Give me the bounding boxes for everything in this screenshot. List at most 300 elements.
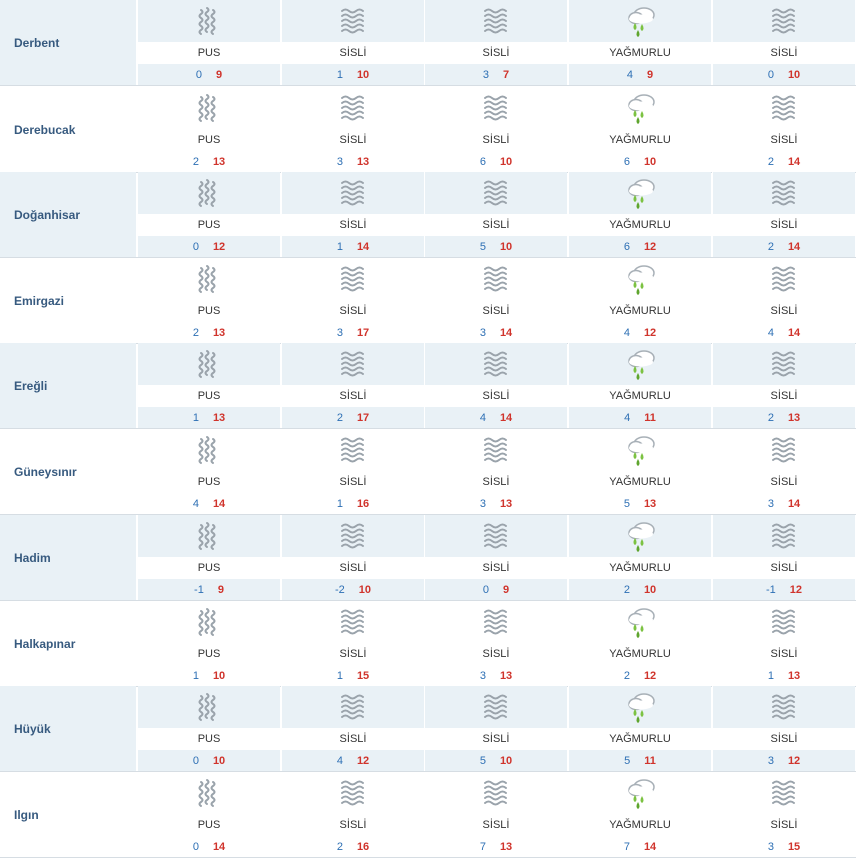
min-temperature: 6 [623,155,630,168]
max-temperature: 14 [787,240,801,253]
forecast-cell [138,772,280,857]
forecast-cell [712,172,855,257]
temperature-range [282,493,424,514]
forecast-row [0,772,856,858]
min-temperature: 7 [623,840,630,853]
fog-icon [337,4,371,38]
rain-cloud-icon [624,176,658,210]
max-temperature: 13 [787,669,801,682]
max-temperature: 7 [503,68,510,81]
temperature-range [138,322,280,343]
weather-icon-area [713,515,855,557]
max-temperature: 9 [216,68,223,81]
fog-icon [480,4,514,38]
condition-label: SİSLİ [282,129,424,151]
rain-cloud-icon [624,519,658,553]
haze-icon [193,776,227,810]
weather-icon-area [569,343,711,385]
condition-label: SİSLİ [425,814,567,836]
weather-icon-area [425,258,567,300]
max-temperature: 9 [217,583,224,596]
max-temperature: 12 [643,669,657,682]
weather-icon-area [713,258,855,300]
temperature-range [425,579,567,600]
max-temperature: 10 [499,240,513,253]
fog-icon [337,91,371,125]
forecast-cell [568,515,711,600]
min-temperature: 2 [336,840,343,853]
fog-icon [337,776,371,810]
temperature-range [425,750,567,771]
forecast-cell [424,87,567,172]
forecast-row [0,515,856,601]
temperature-range [282,322,424,343]
weather-icon-area [282,172,424,214]
fog-icon [480,262,514,296]
forecast-cell [568,258,711,343]
temperature-range [569,151,711,172]
weather-icon-area [425,515,567,557]
forecast-cell [138,515,280,600]
condition-label: SİSLİ [282,643,424,665]
forecast-cell [138,87,280,172]
fog-icon [480,433,514,467]
fog-icon [768,91,802,125]
max-temperature: 16 [356,840,370,853]
min-temperature: 0 [192,240,199,253]
min-temperature: 6 [479,155,486,168]
condition-label: SİSLİ [425,42,567,64]
temperature-range [425,665,567,686]
min-temperature: 1 [336,669,343,682]
condition-label: SİSLİ [713,814,855,836]
max-temperature: 14 [787,155,801,168]
fog-icon [337,347,371,381]
max-temperature: 13 [212,155,226,168]
fog-icon [480,776,514,810]
temperature-range [138,64,280,85]
min-temperature: 3 [336,155,343,168]
temperature-range [425,407,567,428]
temperature-range [282,236,424,257]
weather-icon-area [713,0,855,42]
weather-icon-area [282,343,424,385]
forecast-row [0,686,856,772]
fog-icon [337,176,371,210]
weather-icon-area [569,601,711,643]
weather-icon-area [138,0,280,42]
max-temperature: 14 [643,840,657,853]
temperature-range [569,836,711,857]
max-temperature: 13 [643,497,657,510]
min-temperature: 2 [623,669,630,682]
min-temperature: 0 [767,68,774,81]
forecast-cell [138,172,280,257]
temperature-range [569,579,711,600]
condition-label: SİSLİ [282,814,424,836]
max-temperature: 10 [499,754,513,767]
condition-label: SİSLİ [425,643,567,665]
city-name[interactable]: Ereğli [0,343,136,428]
forecast-row [0,343,856,429]
min-temperature: -1 [194,583,204,596]
city-name[interactable]: Derebucak [14,122,76,137]
min-temperature: 4 [623,326,630,339]
weather-icon-area [425,601,567,643]
condition-label: YAĞMURLU [569,471,711,493]
max-temperature: 13 [356,155,370,168]
fog-icon [480,519,514,553]
forecast-cell [281,172,424,257]
weather-icon-area [713,172,855,214]
city-name[interactable]: Halkapınar [14,636,76,651]
forecast-cell [424,429,567,514]
condition-label: PUS [138,42,280,64]
temperature-range [713,151,855,172]
condition-label: SİSLİ [282,557,424,579]
forecast-cell [568,686,711,771]
fog-icon [337,262,371,296]
min-temperature: 4 [624,411,631,424]
min-temperature: 3 [479,326,486,339]
max-temperature: 13 [499,840,513,853]
temperature-range [282,836,424,857]
weather-icon-area [282,772,424,814]
haze-icon [193,605,227,639]
weather-icon-area [282,87,424,129]
condition-label: YAĞMURLU [569,214,711,236]
forecast-cell [568,0,711,85]
max-temperature: 14 [499,411,513,424]
weather-icon-area [138,515,280,557]
forecast-row [0,87,856,173]
weather-icon-area [569,686,711,728]
temperature-range [569,236,711,257]
weather-icon-area [282,429,424,471]
min-temperature: 4 [336,754,343,767]
forecast-cell [424,772,567,857]
min-temperature: 2 [767,155,774,168]
condition-label: SİSLİ [713,42,855,64]
condition-label: SİSLİ [425,557,567,579]
condition-label: YAĞMURLU [569,643,711,665]
condition-label: SİSLİ [425,129,567,151]
temperature-range [713,493,855,514]
forecast-cell [281,0,424,85]
min-temperature: 5 [623,497,630,510]
city-name[interactable]: Emirgazi [14,293,65,308]
max-temperature: 14 [212,840,226,853]
fog-icon [768,433,802,467]
condition-label: PUS [138,129,280,151]
forecast-row [0,0,856,86]
max-temperature: 15 [356,669,370,682]
condition-label: SİSLİ [282,728,424,750]
min-temperature: 7 [479,840,486,853]
forecast-cell [138,429,280,514]
max-temperature: 10 [358,583,372,596]
temperature-range [138,836,280,857]
fog-icon [480,605,514,639]
min-temperature: 5 [624,754,631,767]
condition-label: SİSLİ [425,728,567,750]
forecast-cell [424,686,567,771]
forecast-cell [568,343,711,428]
min-temperature: 4 [767,326,774,339]
min-temperature: 1 [336,497,343,510]
min-temperature: 1 [336,68,343,81]
forecast-cell [568,429,711,514]
weather-icon-area [713,429,855,471]
temperature-range [713,236,855,257]
weather-icon-area [569,515,711,557]
haze-icon [193,176,227,210]
weather-icon-area [138,772,280,814]
temperature-range [138,407,280,428]
forecast-cell [712,87,855,172]
condition-label: SİSLİ [282,471,424,493]
min-temperature: 1 [192,669,199,682]
max-temperature: 10 [643,155,657,168]
condition-label: PUS [138,471,280,493]
rain-cloud-icon [624,690,658,724]
forecast-cell [568,772,711,857]
weather-icon-area [282,601,424,643]
forecast-cell [712,429,855,514]
max-temperature: 11 [644,411,656,424]
weather-icon-area [569,772,711,814]
min-temperature: 4 [626,68,633,81]
city-name[interactable]: Hadim [0,515,136,600]
forecast-cell [712,258,855,343]
forecast-cell [424,343,567,428]
city-name[interactable]: Derbent [0,0,136,85]
forecast-cell [568,601,711,686]
max-temperature: 9 [647,68,654,81]
weather-icon-area [713,601,855,643]
min-temperature: 2 [767,411,774,424]
weather-icon-area [569,258,711,300]
forecast-cell [281,772,424,857]
haze-icon [193,347,227,381]
temperature-range [282,750,424,771]
max-temperature: 15 [787,840,801,853]
condition-label: PUS [138,814,280,836]
forecast-cell [138,686,280,771]
max-temperature: 12 [643,326,657,339]
weather-icon-area [425,343,567,385]
fog-icon [768,519,802,553]
condition-label: PUS [138,385,280,407]
weather-icon-area [425,772,567,814]
condition-label: YAĞMURLU [569,814,711,836]
max-temperature: 13 [787,411,801,424]
temperature-range [138,579,280,600]
weather-icon-area [138,258,280,300]
forecast-cell [568,172,711,257]
weather-icon-area [282,0,424,42]
temperature-range [138,493,280,514]
min-temperature: 0 [195,68,202,81]
condition-label: SİSLİ [425,385,567,407]
min-temperature: -1 [765,583,776,596]
condition-label: SİSLİ [713,300,855,322]
max-temperature: 10 [356,68,370,81]
weather-icon-area [138,343,280,385]
forecast-cell [138,601,280,686]
max-temperature: 14 [499,326,513,339]
condition-label: PUS [138,643,280,665]
weather-icon-area [569,172,711,214]
condition-label: SİSLİ [282,214,424,236]
temperature-range [425,236,567,257]
city-name[interactable]: Doğanhisar [0,172,136,257]
min-temperature: 6 [623,240,630,253]
weather-icon-area [138,429,280,471]
weather-icon-area [282,515,424,557]
max-temperature: 12 [787,754,801,767]
temperature-range [713,579,855,600]
condition-label: SİSLİ [713,557,855,579]
rain-cloud-icon [624,776,658,810]
forecast-cell [281,258,424,343]
fog-icon [768,262,802,296]
haze-icon [193,91,227,125]
weather-icon-area [282,258,424,300]
forecast-cell [281,343,424,428]
temperature-range [425,836,567,857]
rain-cloud-icon [624,262,658,296]
min-temperature: 2 [336,411,343,424]
max-temperature: 10 [212,754,226,767]
temperature-range [425,151,567,172]
weather-icon-area [713,686,855,728]
forecast-cell [712,0,855,85]
max-temperature: 10 [499,155,513,168]
fog-icon [768,176,802,210]
temperature-range [425,493,567,514]
min-temperature: 5 [479,754,486,767]
haze-icon [193,690,227,724]
haze-icon [193,4,227,38]
temperature-range [282,64,424,85]
city-name[interactable]: Hüyük [0,686,136,771]
fog-icon [480,176,514,210]
weather-icon-area [713,772,855,814]
fog-icon [480,690,514,724]
weather-icon-area [425,429,567,471]
forecast-cell [281,87,424,172]
fog-icon [480,347,514,381]
condition-label: SİSLİ [713,728,855,750]
temperature-range [138,151,280,172]
max-temperature: 12 [789,583,803,596]
forecast-cell [712,772,855,857]
max-temperature: 17 [356,326,370,339]
fog-icon [768,776,802,810]
fog-icon [768,4,802,38]
fog-icon [337,433,371,467]
city-name[interactable]: Güneysınır [14,464,77,479]
forecast-row [0,258,856,344]
temperature-range [713,407,855,428]
temperature-range [138,665,280,686]
temperature-range [713,322,855,343]
temperature-range [569,750,711,771]
condition-label: YAĞMURLU [569,728,711,750]
min-temperature: 2 [192,155,199,168]
condition-label: YAĞMURLU [569,129,711,151]
temperature-range [569,322,711,343]
forecast-cell [712,601,855,686]
min-temperature: 0 [482,583,489,596]
temperature-range [138,236,280,257]
condition-label: YAĞMURLU [569,42,711,64]
condition-label: YAĞMURLU [569,300,711,322]
temperature-range [282,579,424,600]
condition-label: SİSLİ [425,300,567,322]
condition-label: SİSLİ [425,471,567,493]
min-temperature: 3 [482,68,489,81]
min-temperature: 2 [623,583,630,596]
city-name[interactable]: Ilgın [14,807,39,822]
weather-icon-area [138,172,280,214]
max-temperature: 9 [503,583,510,596]
max-temperature: 10 [787,68,801,81]
max-temperature: 10 [643,583,657,596]
rain-cloud-icon [624,605,658,639]
condition-label: SİSLİ [282,385,424,407]
max-temperature: 13 [212,411,226,424]
max-temperature: 11 [644,754,656,767]
forecast-cell [281,601,424,686]
condition-label: SİSLİ [713,643,855,665]
min-temperature: -2 [334,583,345,596]
forecast-row [0,601,856,687]
fog-icon [768,605,802,639]
rain-cloud-icon [624,4,658,38]
fog-icon [337,690,371,724]
weather-icon-area [425,686,567,728]
fog-icon [337,605,371,639]
min-temperature: 0 [192,840,199,853]
forecast-cell [281,686,424,771]
forecast-cell [424,172,567,257]
weather-icon-area [569,87,711,129]
min-temperature: 3 [767,840,774,853]
condition-label: SİSLİ [282,42,424,64]
temperature-range [282,151,424,172]
weather-icon-area [713,343,855,385]
weather-icon-area [713,87,855,129]
temperature-range [569,407,711,428]
fog-icon [768,690,802,724]
fog-icon [480,91,514,125]
weather-icon-area [425,0,567,42]
min-temperature: 4 [192,497,199,510]
forecast-cell [138,0,280,85]
forecast-cell [424,515,567,600]
weather-icon-area [282,686,424,728]
temperature-range [425,322,567,343]
min-temperature: 3 [767,497,774,510]
haze-icon [193,262,227,296]
min-temperature: 3 [336,326,343,339]
max-temperature: 16 [356,497,370,510]
condition-label: SİSLİ [713,385,855,407]
condition-label: PUS [138,214,280,236]
min-temperature: 5 [479,240,486,253]
